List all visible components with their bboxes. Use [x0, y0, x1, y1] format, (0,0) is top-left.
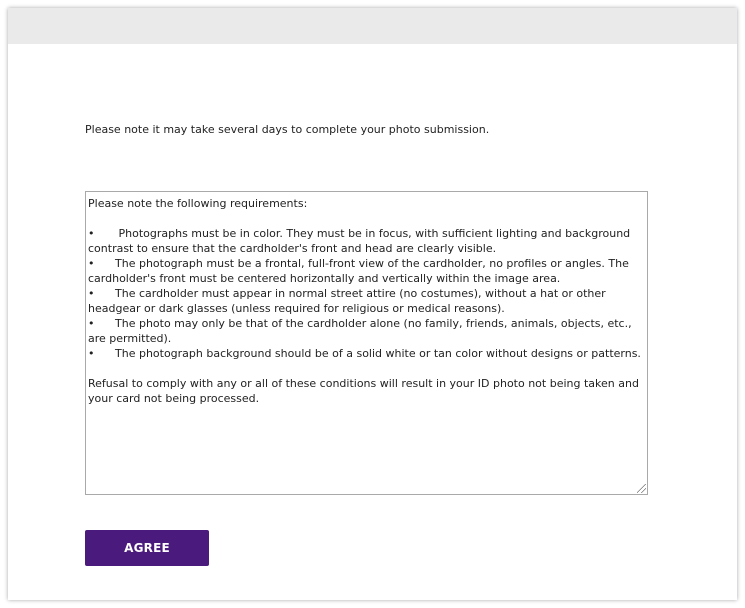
card-header-bar [8, 8, 737, 44]
requirements-list [88, 226, 645, 361]
requirement-item [88, 226, 645, 256]
requirements-textarea[interactable] [85, 191, 648, 495]
bullet-icon: • [88, 347, 95, 360]
agree-button[interactable]: AGREE [85, 530, 209, 566]
blank-line [88, 211, 645, 226]
requirement-item [88, 346, 645, 361]
processing-time-notice: Please note it may take several days to complete your photo submission. [85, 123, 490, 136]
requirement-text: The photograph background should be of a solid white or tan color without designs or patterns. [115, 347, 641, 360]
requirement-text: The cardholder must appear in normal street attire (no costumes), without a hat or other headgear or dark glasses (unless required for religious or medical reasons). [88, 287, 606, 315]
requirement-item [88, 256, 645, 286]
requirements-closing: Refusal to comply with any or all of these conditions will result in your ID photo not being taken and your card not being processed. [88, 377, 639, 405]
requirement-item [88, 316, 645, 346]
requirement-text: The photo may only be that of the cardholder alone (no family, friends, animals, objects, etc., are permitted). [88, 317, 632, 345]
blank-line [88, 361, 645, 376]
requirement-item [88, 286, 645, 316]
requirement-text: Photographs must be in color. They must be in focus, with sufficient lighting and background contrast to ensure that the cardholder's front and head are clearly visible. [88, 227, 631, 255]
requirements-intro: Please note the following requirements: [88, 197, 308, 210]
bullet-icon: • [88, 287, 95, 300]
bullet-icon: • [88, 317, 95, 330]
requirement-text: The photograph must be a frontal, full-front view of the cardholder, no profiles or angles. The cardholder's front must be centered horizontally and vertically within the image area. [88, 257, 629, 285]
bullet-icon: • [88, 257, 95, 270]
resize-handle-icon[interactable] [637, 484, 646, 493]
bullet-icon: • [88, 227, 95, 240]
photo-requirements-card [8, 8, 737, 600]
